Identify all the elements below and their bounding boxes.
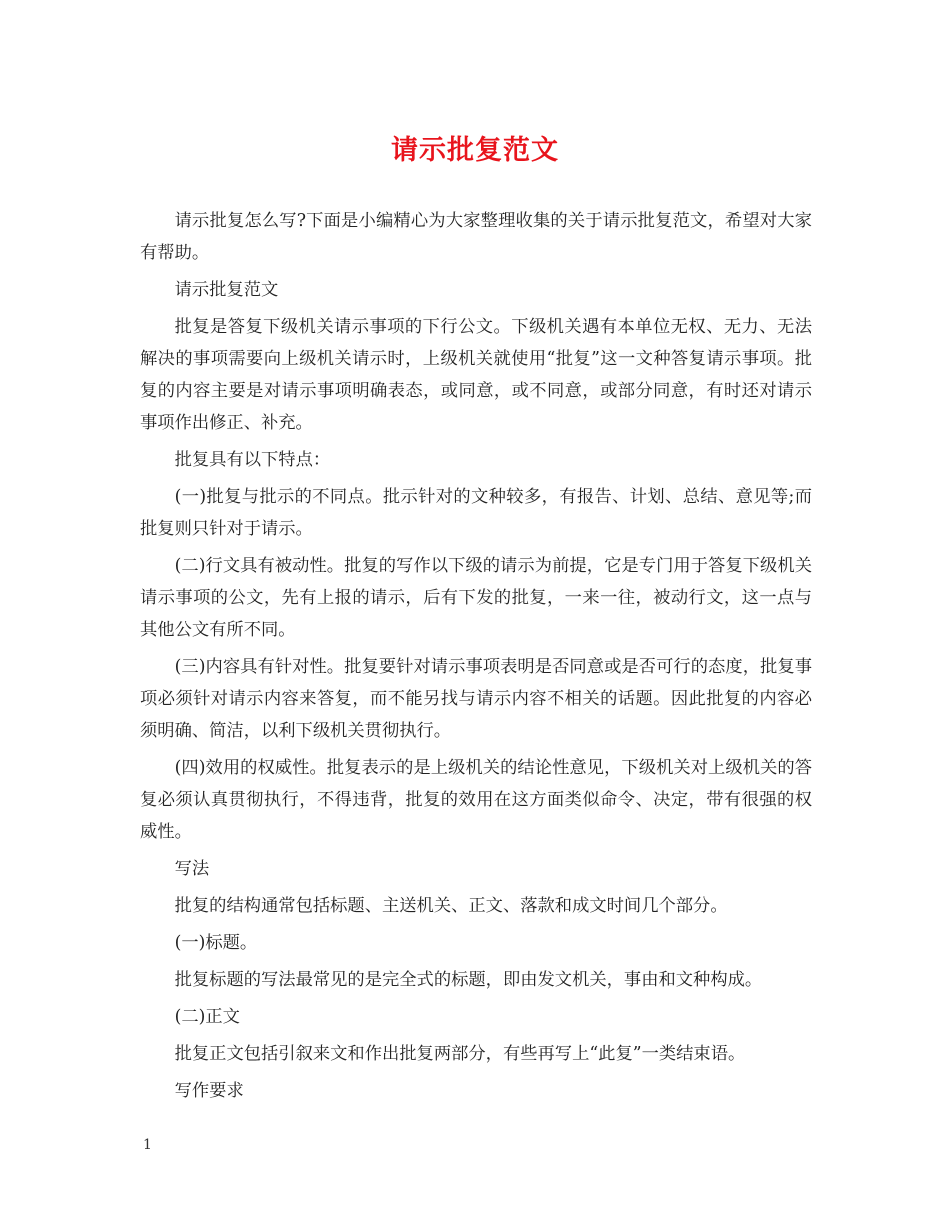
paragraph: (三)内容具有针对性。批复要针对请示事项表明是否同意或是否可行的态度，批复事项必须针对请示内容来答复，而不能另找与请示内容不相关的话题。因此批复的内容必须明确、简洁，以利下级机关贯彻执行。 [140,657,812,741]
paragraph: 批复具有以下特点： [174,450,331,470]
paragraph: (四)效用的权威性。批复表示的是上级机关的结论性意见，下级机关对上级机关的答复必须认真贯彻执行，不得违背，批复的效用在这方面类似命令、决定，带有很强的权威性。 [140,758,812,842]
page-number: 1 [143,1137,152,1153]
paragraph: 批复的结构通常包括标题、主送机关、正文、落款和成文时间几个部分。 [174,896,728,916]
paragraph: 请示批复怎么写?下面是小编精心为大家整理收集的关于请示批复范文，希望对大家有帮助。 [140,211,812,263]
paragraph: 请示批复范文 [174,280,279,300]
section-heading: (一)标题。 [174,933,258,953]
document-title: 请示批复范文 [391,135,559,166]
paragraph: (一)批复与批示的不同点。批示针对的文种较多，有报告、计划、总结、意见等;而批复则只针对于请示。 [140,487,812,539]
paragraph: 批复标题的写法最常见的是完全式的标题，即由发文机关，事由和文种构成。 [174,970,763,990]
section-heading: (二)正文 [174,1007,240,1027]
paragraph: 批复正文包括引叙来文和作出批复两部分，有些再写上“此复”一类结束语。 [174,1044,746,1064]
paragraph: (二)行文具有被动性。批复的写作以下级的请示为前提，它是专门用于答复下级机关请示事项的公文，先有上报的请示，后有下发的批复，一来一往，被动行文，这一点与其他公文有所不同。 [140,556,812,640]
section-heading: 写法 [174,859,210,879]
section-heading: 写作要求 [174,1081,244,1101]
paragraph: 批复是答复下级机关请示事项的下行公文。下级机关遇有本单位无权、无力、无法解决的事项需要向上级机关请示时，上级机关就使用“批复”这一文种答复请示事项。批复的内容主要是对请示事项明确表态，或同意，或不同意，或部分同意，有时还对请示事项作出修正、补充。 [140,317,812,433]
document-body [140,205,812,1112]
